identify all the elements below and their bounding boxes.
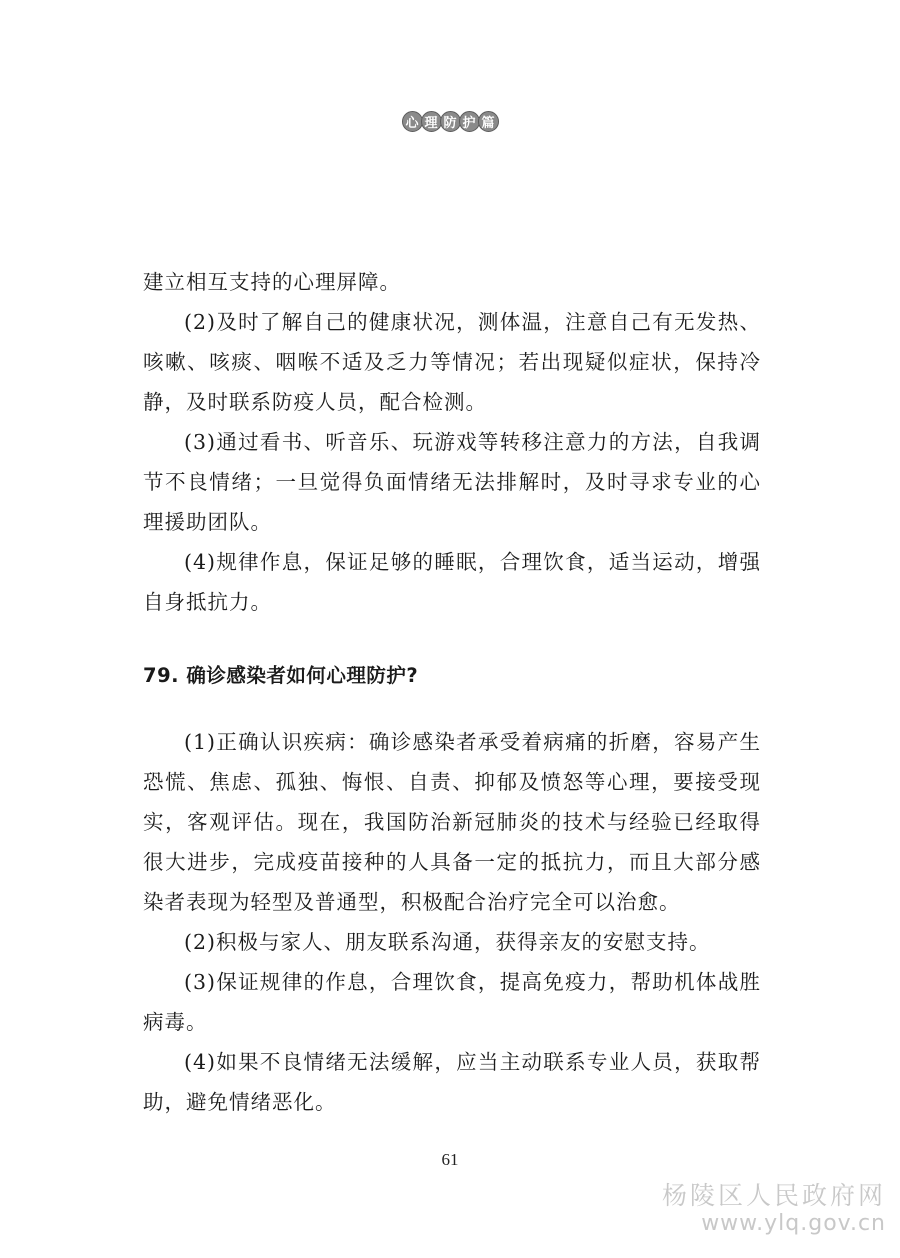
watermark-url: www.ylq.gov.cn <box>701 1210 886 1236</box>
header-char: 理 <box>421 111 442 132</box>
header-char: 护 <box>459 111 480 132</box>
header-char: 防 <box>440 111 461 132</box>
body-paragraph: (2)积极与家人、朋友联系沟通，获得亲友的安慰支持。 <box>184 930 711 954</box>
running-header <box>0 104 900 138</box>
site-watermark <box>662 1182 886 1236</box>
body-paragraph: (1)正确认识疾病：确诊感染者承受着病痛的折磨，容易产生恐慌、焦虑、孤独、悔恨、自责、抑郁及愤怒等心理，要接受现实，客观评估。现在，我国防治新冠肺炎的技术与经验已经取得很大进步，完成疫苗接种的人具备一定的抵抗力，而且大部分感染者表现为轻型及普通型，积极配合治疗完全可以治愈。 <box>143 730 761 914</box>
section-title-badge <box>403 107 498 135</box>
question-heading: 79. 确诊感染者如何心理防护? <box>143 664 419 687</box>
header-char: 篇 <box>478 111 499 132</box>
body-paragraph: (2)及时了解自己的健康状况，测体温，注意自己有无发热、咳嗽、咳痰、咽喉不适及乏力等情况；若出现疑似症状，保持冷静，及时联系防疫人员，配合检测。 <box>143 310 761 414</box>
page-number: 61 <box>441 1150 459 1169</box>
body-paragraph: (4)如果不良情绪无法缓解，应当主动联系专业人员，获取帮助，避免情绪恶化。 <box>143 1050 761 1114</box>
watermark-site-name: 杨陵区人民政府网 <box>661 1180 886 1210</box>
body-paragraph: (3)通过看书、听音乐、玩游戏等转移注意力的方法，自我调节不良情绪；一旦觉得负面情绪无法排解时，及时寻求专业的心理援助团队。 <box>143 430 761 534</box>
header-char: 心 <box>402 111 423 132</box>
continued-paragraph: 建立相互支持的心理屏障。 <box>143 270 401 294</box>
body-paragraph: (4)规律作息，保证足够的睡眠，合理饮食，适当运动，增强自身抵抗力。 <box>143 550 761 614</box>
body-paragraph: (3)保证规律的作息，合理饮食，提高免疫力，帮助机体战胜病毒。 <box>143 970 761 1034</box>
page-body <box>143 262 761 1122</box>
